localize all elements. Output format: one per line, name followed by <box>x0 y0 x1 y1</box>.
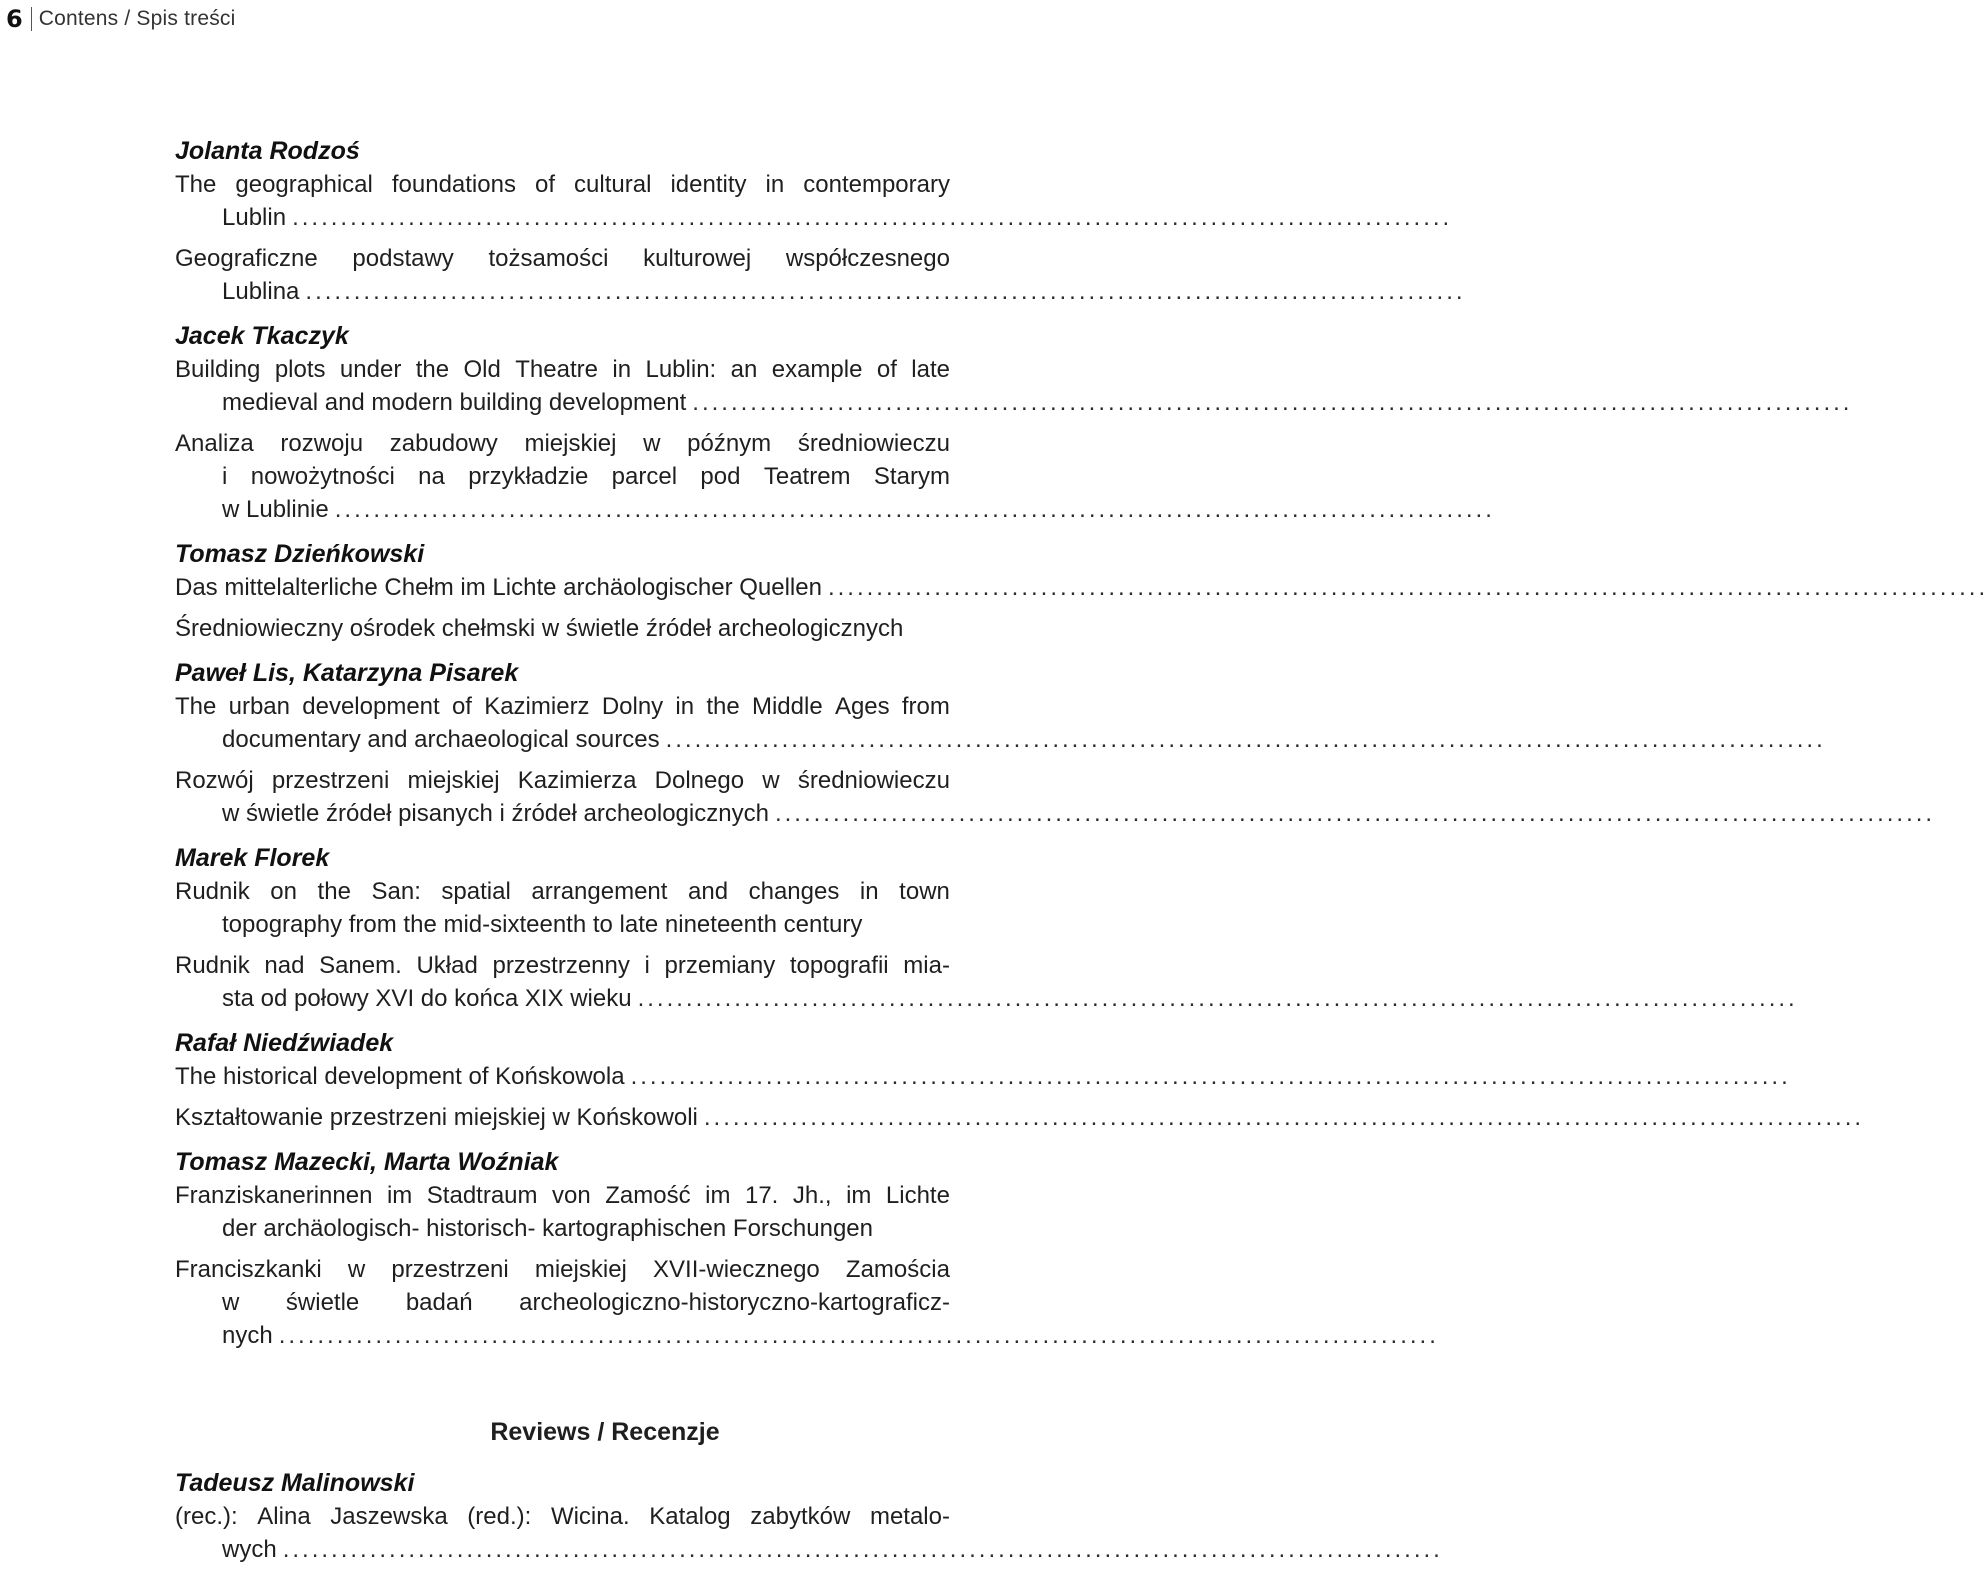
entry-title <box>175 949 1798 1015</box>
word: Alina <box>257 1503 311 1530</box>
word: development <box>302 693 440 720</box>
word: foundations <box>391 171 516 198</box>
word: cultural <box>574 171 652 198</box>
toc-entry <box>175 319 1853 526</box>
word: town <box>899 878 950 905</box>
dot-leader: ........................................................................................................................ <box>278 1322 1439 1349</box>
reviews-heading <box>0 1418 960 1447</box>
word: przestrzenny <box>492 952 630 979</box>
title-text: w Lublinie <box>222 496 329 523</box>
word: przemiany <box>664 952 776 979</box>
word: late <box>911 356 950 383</box>
word: rozwoju <box>280 430 364 457</box>
word: Geograficzne <box>175 245 318 272</box>
word: geographical <box>235 171 373 198</box>
word: an <box>730 356 758 383</box>
title-text: Kształtowanie przestrzeni miejskiej w Końskowoli <box>175 1104 698 1131</box>
title-line <box>175 460 950 493</box>
word: Building <box>175 356 261 383</box>
word: badań <box>405 1289 473 1316</box>
title-text: sta od połowy XVI do końca XIX wieku <box>222 985 632 1012</box>
word: zabytków <box>750 1503 851 1530</box>
word: The <box>175 693 217 720</box>
title-text: medieval and modern building development <box>222 389 687 416</box>
title-text: nych <box>222 1322 273 1349</box>
dot-leader: ........................................................................................................................ <box>305 278 1466 305</box>
word: Teatrem <box>763 463 851 490</box>
word: identity <box>670 171 747 198</box>
entry-title <box>175 427 1495 526</box>
word: arrangement <box>531 878 668 905</box>
word: nowożytności <box>250 463 395 490</box>
word: Zamościa <box>845 1256 950 1283</box>
word: świetle <box>285 1289 360 1316</box>
word: in <box>612 356 632 383</box>
word: im <box>386 1182 413 1209</box>
dot-leader: ........................................................................................................................ <box>292 204 1453 231</box>
title-line <box>175 275 1466 308</box>
title-line <box>175 571 1988 604</box>
title-line: der archäologisch- historisch- kartographischen Forschungen <box>222 1215 873 1242</box>
word: nad <box>264 952 305 979</box>
title-line <box>175 723 1826 756</box>
title-line: topography from the mid-sixteenth to late nineteenth century <box>222 911 863 938</box>
entry-author: Paweł Lis, Katarzyna Pisarek <box>175 659 519 687</box>
entry-title <box>175 1060 1791 1093</box>
table-of-contents <box>175 134 1988 1363</box>
entry-title <box>175 1179 950 1245</box>
dot-leader: ........................................................................................................................ <box>703 1104 1865 1131</box>
entry-author: Tomasz Dzieńkowski <box>175 540 425 568</box>
reviews-heading-text: Reviews / Recenzje <box>490 1418 720 1446</box>
title-text: Lublina <box>222 278 300 305</box>
word: Starym <box>873 463 950 490</box>
word: Stadtraum <box>426 1182 538 1209</box>
word: i <box>222 463 228 490</box>
word: von <box>552 1182 591 1209</box>
entry-title <box>175 1500 1443 1566</box>
word: in <box>765 171 785 198</box>
word: Middle <box>751 693 823 720</box>
title-line <box>175 875 950 908</box>
word: under <box>339 356 402 383</box>
word: pod <box>700 463 741 490</box>
entry-title <box>175 168 1453 234</box>
word: Jaszewska <box>330 1503 448 1530</box>
word: of <box>535 171 556 198</box>
word: im <box>846 1182 872 1209</box>
word: w <box>222 1289 240 1316</box>
title-line <box>175 1286 950 1319</box>
entry-title <box>175 1253 1439 1352</box>
dot-leader: ........................................................................................................................ <box>637 985 1798 1012</box>
word: Dolnego <box>654 767 745 794</box>
word: Rudnik <box>175 952 250 979</box>
title-line <box>175 1101 1865 1134</box>
title-line <box>175 1500 950 1533</box>
word: i <box>644 952 650 979</box>
dot-leader: ........................................................................................................................ <box>692 389 1853 416</box>
title-line: Średniowieczny ośrodek chełmski w świetle źródeł archeologicznych <box>175 615 904 642</box>
word: Lublin: <box>645 356 717 383</box>
word: miejskiej <box>534 1256 627 1283</box>
word: in <box>859 878 879 905</box>
word: na <box>418 463 445 490</box>
word: Jh., <box>792 1182 832 1209</box>
word: Franciszkanki <box>175 1256 322 1283</box>
word: Układ <box>416 952 478 979</box>
word: w <box>643 430 661 457</box>
entry-author: Tadeusz Malinowski <box>175 1469 415 1497</box>
word: im <box>705 1182 731 1209</box>
word: from <box>901 693 950 720</box>
entry-title <box>175 764 1936 830</box>
title-line <box>175 764 950 797</box>
title-line <box>175 353 950 386</box>
word: parcel <box>611 463 678 490</box>
word: Kazimierza <box>517 767 637 794</box>
entry-title <box>175 875 950 941</box>
dot-leader: ........................................................................................................................ <box>282 1536 1443 1563</box>
toc-entry <box>175 1145 1439 1352</box>
title-line <box>175 201 1453 234</box>
dot-leader: ........................................................................................................................ <box>827 574 1988 601</box>
word: spatial <box>441 878 511 905</box>
toc-entry <box>175 656 1936 830</box>
word: Wicina. <box>550 1503 630 1530</box>
entry-author: Jacek Tkaczyk <box>175 322 349 350</box>
title-text: wych <box>222 1536 277 1563</box>
page-number: 6 <box>6 5 23 33</box>
entry-author: Tomasz Mazecki, Marta Woźniak <box>175 1148 559 1176</box>
entry-title <box>175 612 950 645</box>
word: Zamość <box>605 1182 691 1209</box>
word: Katalog <box>649 1503 731 1530</box>
reviews-list <box>175 1466 1443 1577</box>
word: Rudnik <box>175 878 250 905</box>
word: (red.): <box>467 1503 532 1530</box>
word: mia- <box>903 952 950 979</box>
title-text: Lublin <box>222 204 287 231</box>
dot-leader: ........................................................................................................................ <box>665 726 1826 753</box>
entry-author: Marek Florek <box>175 844 330 872</box>
title-text: w świetle źródeł pisanych i źródeł archeologicznych <box>222 800 769 827</box>
title-line <box>175 1253 950 1286</box>
toc-entry <box>175 841 1798 1015</box>
word: zabudowy <box>389 430 498 457</box>
word: example <box>771 356 863 383</box>
word: współczesnego <box>785 245 950 272</box>
word: the <box>317 878 351 905</box>
word: The <box>175 171 217 198</box>
entry-title <box>175 571 1988 604</box>
word: przykładzie <box>468 463 589 490</box>
word: średniowieczu <box>797 430 950 457</box>
word: urban <box>228 693 290 720</box>
word: późnym <box>687 430 772 457</box>
word: metalo- <box>869 1503 950 1530</box>
word: tożsamości <box>488 245 609 272</box>
word: of <box>451 693 472 720</box>
title-line <box>175 690 950 723</box>
word: Old <box>463 356 501 383</box>
title-line <box>175 386 1853 419</box>
word: topografii <box>789 952 889 979</box>
title-line <box>175 1060 1791 1093</box>
running-header <box>6 4 235 34</box>
word: Lichte <box>885 1182 950 1209</box>
title-text: Das mittelalterliche Chełm im Lichte archäologischer Quellen <box>175 574 822 601</box>
word: podstawy <box>352 245 454 272</box>
word: Ages <box>834 693 890 720</box>
word: contemporary <box>803 171 950 198</box>
word: Rozwój <box>175 767 254 794</box>
title-line <box>175 168 950 201</box>
word: miejskiej <box>407 767 500 794</box>
word: w <box>762 767 780 794</box>
word: miejskiej <box>524 430 617 457</box>
word: XVII-wiecznego <box>653 1256 820 1283</box>
word: and <box>688 878 729 905</box>
title-line <box>175 949 950 982</box>
title-line <box>175 242 950 275</box>
title-line <box>175 1319 1439 1352</box>
title-line <box>175 493 1495 526</box>
dot-leader: ........................................................................................................................ <box>630 1063 1791 1090</box>
word: (rec.): <box>175 1503 238 1530</box>
toc-entry <box>175 537 1988 645</box>
entry-author: Rafał Niedźwiadek <box>175 1029 394 1057</box>
title-line <box>175 1533 1443 1566</box>
word: Dolny <box>601 693 664 720</box>
word: archeologiczno-historyczno-kartograficz- <box>519 1289 950 1316</box>
entry-title <box>175 353 1853 419</box>
title-line <box>175 1179 950 1212</box>
word: przestrzeni <box>271 767 390 794</box>
word: on <box>270 878 297 905</box>
header-title: Contens / Spis treści <box>38 7 236 30</box>
word: Franziskanerinnen <box>175 1182 373 1209</box>
toc-entry <box>175 1026 1865 1134</box>
dot-leader: ........................................................................................................................ <box>334 496 1495 523</box>
entry-title <box>175 1101 1865 1134</box>
word: średniowieczu <box>797 767 950 794</box>
word: przestrzeni <box>391 1256 509 1283</box>
dot-leader: ........................................................................................................................ <box>774 800 1936 827</box>
word: of <box>876 356 897 383</box>
toc-entry <box>175 1466 1443 1566</box>
entry-title <box>175 690 1826 756</box>
word: the <box>706 693 740 720</box>
word: plots <box>274 356 326 383</box>
word: w <box>347 1256 366 1283</box>
word: Kazimierz <box>484 693 590 720</box>
entry-author: Jolanta Rodzoś <box>175 137 360 165</box>
header-divider <box>31 7 32 31</box>
word: the <box>415 356 450 383</box>
title-line <box>175 797 1936 830</box>
word: Analiza <box>175 430 254 457</box>
word: changes <box>748 878 840 905</box>
word: kulturowej <box>643 245 752 272</box>
word: Sanem. <box>319 952 402 979</box>
title-text: documentary and archaeological sources <box>222 726 660 753</box>
word: in <box>675 693 695 720</box>
word: 17. <box>744 1182 779 1209</box>
title-text: The historical development of Końskowola <box>175 1063 625 1090</box>
title-line <box>175 427 950 460</box>
title-line <box>175 982 1798 1015</box>
toc-entry <box>175 134 1466 308</box>
entry-title <box>175 242 1466 308</box>
word: Theatre <box>515 356 598 383</box>
word: San: <box>371 878 421 905</box>
